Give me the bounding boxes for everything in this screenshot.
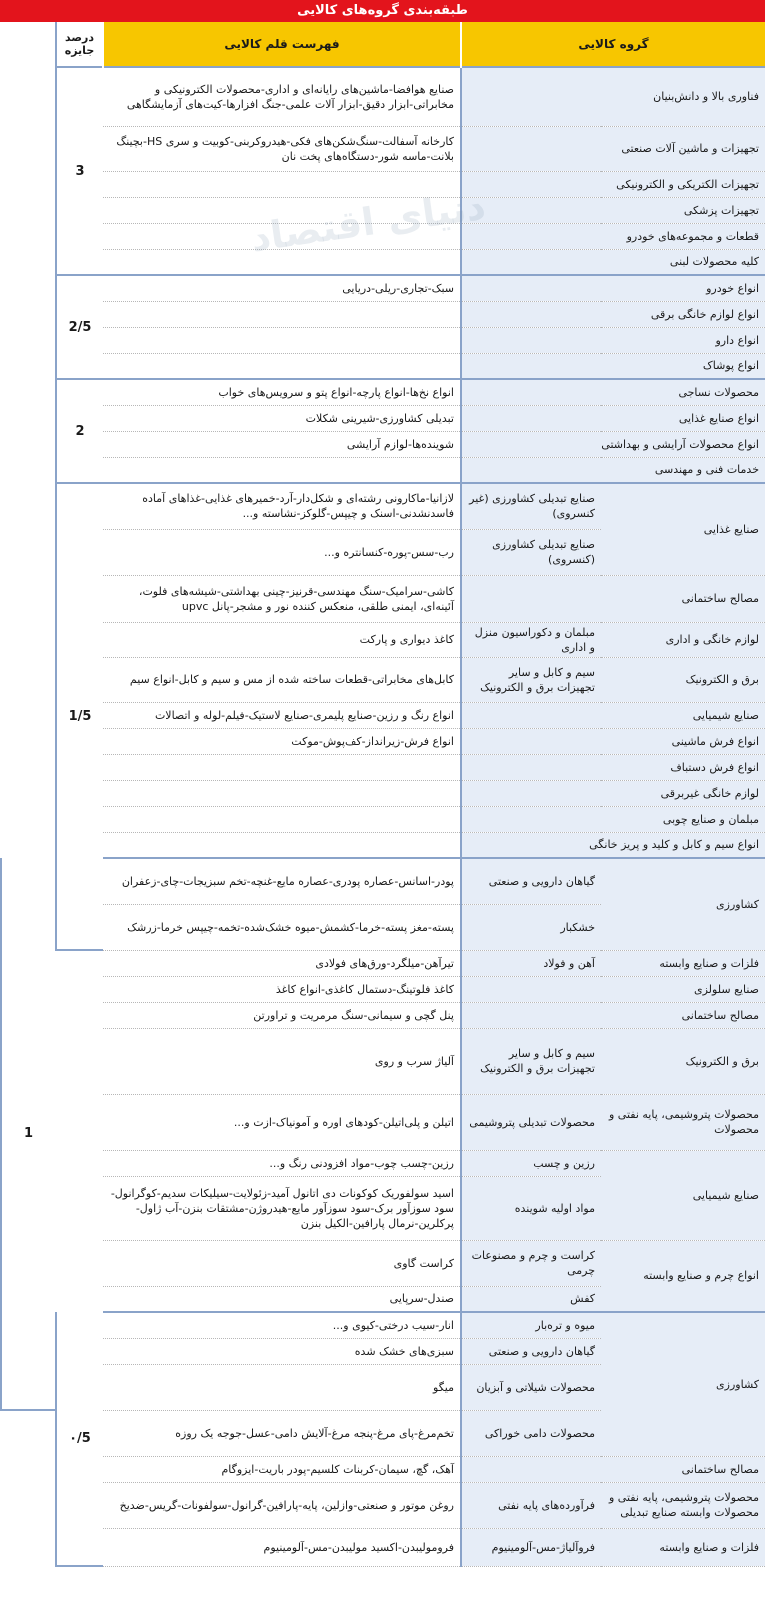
items-cell: تبدیلی کشاورزی-شیرینی شکلات — [103, 405, 461, 431]
table-row — [1, 327, 765, 353]
items-cell — [103, 457, 461, 483]
table-row — [1, 754, 765, 780]
table-row — [1, 1456, 765, 1482]
items-cell — [103, 249, 461, 275]
award-value: 2/5 — [56, 275, 103, 379]
subgroup-cell: کفش — [461, 1286, 601, 1312]
items-cell — [103, 197, 461, 223]
table-row — [1, 249, 765, 275]
items-cell: کاغذ دیواری و پارکت — [103, 622, 461, 657]
group-cell: انواع خودرو — [461, 275, 765, 301]
items-cell: رزین-چسب چوب-مواد افزودنی رنگ و... — [103, 1150, 461, 1176]
items-cell: رب-سس-پوره-کنسانتره و... — [103, 529, 461, 575]
table-row — [1, 197, 765, 223]
group-cell: برق و الکترونیک — [601, 1028, 765, 1094]
group-cell: انواع صنایع غذایی — [461, 405, 765, 431]
header-items: فهرست قلم کالایی — [103, 22, 461, 67]
group-cell: مصالح ساختمانی — [461, 575, 765, 622]
items-cell — [103, 301, 461, 327]
subgroup-cell: سیم و کابل و سایر تجهیزات برق و الکترونیک — [461, 1028, 601, 1094]
items-cell: سبزی‌های خشک شده — [103, 1338, 461, 1364]
group-cell: محصولات پتروشیمی، پایه نفتی و محصولات وابسته صنایع تبدیلی — [601, 1482, 765, 1528]
subgroup-cell: مبلمان و دکوراسیون منزل و اداری — [461, 622, 601, 657]
table-row — [1, 1028, 765, 1094]
subgroup-cell: محصولات شیلاتی و آبزیان — [461, 1364, 601, 1410]
items-cell: صنایع هوافضا-ماشین‌های رایانه‌ای و اداری-محصولات الکترونیکی و مخابراتی-ابزار دقیق-ابزار آلات علمی-جنگ افزارها-کیت‌های آزمایشگاهی — [103, 67, 461, 126]
table-row — [1, 728, 765, 754]
subgroup-cell: میوه و تره‌بار — [461, 1312, 601, 1338]
table-row — [1, 171, 765, 197]
items-cell: کراست گاوی — [103, 1240, 461, 1286]
group-cell: انواع محصولات آرایشی و بهداشتی — [461, 431, 765, 457]
group-cell: برق و الکترونیک — [601, 657, 765, 702]
subgroup-cell: سیم و کابل و سایر تجهیزات برق و الکترونیک — [461, 657, 601, 702]
items-cell: فرومولیبدن-اکسید مولیبدن-مس-آلومینیوم — [103, 1528, 461, 1566]
table-row — [1, 483, 765, 529]
table-row — [1, 223, 765, 249]
table-row — [1, 780, 765, 806]
group-cell: قطعات و مجموعه‌های خودرو — [461, 223, 765, 249]
group-cell: محصولات پتروشیمی، پایه نفتی و محصولات — [601, 1094, 765, 1150]
award-value: 1/5 — [56, 483, 103, 950]
table-row — [1, 1002, 765, 1028]
items-cell: انواع فرش-زیرانداز-کف‌پوش-موکت — [103, 728, 461, 754]
items-cell: تخم‌مرغ-پای مرغ-پنجه مرغ-آلایش دامی-عسل-جوجه یک روزه — [103, 1410, 461, 1456]
group-cell: خدمات فنی و مهندسی — [461, 457, 765, 483]
group-cell: صنایع سلولزی — [461, 976, 765, 1002]
subgroup-cell: محصولات تبدیلی پتروشیمی — [461, 1094, 601, 1150]
subgroup-cell: فروآلیاژ-مس-آلومینیوم — [461, 1528, 601, 1566]
group-cell: انواع لوازم خانگی برقی — [461, 301, 765, 327]
group-cell: کشاورزی — [601, 1312, 765, 1456]
table-row — [1, 457, 765, 483]
subgroup-cell: فرآورده‌های پایه نفتی — [461, 1482, 601, 1528]
items-cell: کاغذ فلوتینگ-دستمال کاغذی-انواع کاغذ — [103, 976, 461, 1002]
table-row — [1, 1150, 765, 1176]
header-group: گروه کالایی — [461, 22, 765, 67]
table-row — [1, 379, 765, 405]
group-cell: صنایع غذایی — [601, 483, 765, 575]
subgroup-cell: کراست و چرم و مصنوعات چرمی — [461, 1240, 601, 1286]
page-title: طبقه‌بندی گروه‌های کالایی — [0, 0, 765, 22]
items-cell: آهک، گچ، سیمان-کربنات کلسیم-پودر باریت-ایزوگام — [103, 1456, 461, 1482]
items-cell — [103, 754, 461, 780]
items-cell: سبک-تجاری-ریلی-دریایی — [103, 275, 461, 301]
items-cell — [103, 327, 461, 353]
group-cell: فلزات و صنایع وابسته — [601, 950, 765, 976]
table-header-row — [1, 22, 765, 67]
group-cell: تجهیزات پزشکی — [461, 197, 765, 223]
table-row — [1, 301, 765, 327]
items-cell: تیرآهن-میلگرد-ورق‌های فولادی — [103, 950, 461, 976]
group-cell: لوازم خانگی و اداری — [601, 622, 765, 657]
items-cell: انواع نخ‌ها-انواع پارچه-انواع پتو و سرویس‌های خواب — [103, 379, 461, 405]
table-row — [1, 431, 765, 457]
group-cell: لوازم خانگی غیربرقی — [461, 780, 765, 806]
items-cell: کارخانه آسفالت-سنگ‌شکن‌های فکی-هیدروکربنی-کوبیت و سری HS-بچینگ بلانت-ماسه شور-دستگاه‌های پخت نان — [103, 126, 461, 171]
subgroup-cell: گیاهان دارویی و صنعتی — [461, 858, 601, 904]
items-cell: انار-سیب درختی-کیوی و... — [103, 1312, 461, 1338]
items-cell — [103, 806, 461, 832]
group-cell: انواع چرم و صنایع وابسته — [601, 1240, 765, 1312]
table-row — [1, 353, 765, 379]
items-cell: شوینده‌ها-لوازم آرایشی — [103, 431, 461, 457]
items-cell: میگو — [103, 1364, 461, 1410]
table-row — [1, 1240, 765, 1286]
group-cell: محصولات نساجی — [461, 379, 765, 405]
group-cell: مبلمان و صنایع چوبی — [461, 806, 765, 832]
subgroup-cell: رزین و چسب — [461, 1150, 601, 1176]
items-cell — [103, 353, 461, 379]
items-cell: صندل-سرپایی — [103, 1286, 461, 1312]
group-cell: مصالح ساختمانی — [461, 1456, 765, 1482]
table-row — [1, 1482, 765, 1528]
group-cell: کلیه محصولات لبنی — [461, 249, 765, 275]
table-row — [1, 622, 765, 657]
group-cell: انواع فرش ماشینی — [461, 728, 765, 754]
subgroup-cell: صنایع تبدیلی کشاورزی (غیر کنسروی) — [461, 483, 601, 529]
table-row — [1, 858, 765, 904]
items-cell: لازانیا-ماکارونی رشته‌ای و شکل‌دار-آرد-خمیرهای غذایی-غذاهای آماده فاسدنشدنی-اسنک و چیپس-گلوکز-نشاسته و... — [103, 483, 461, 529]
table-row — [1, 657, 765, 702]
table-row — [1, 67, 765, 126]
group-cell: انواع فرش دستباف — [461, 754, 765, 780]
table-row — [1, 1312, 765, 1338]
award-value: 2 — [56, 379, 103, 483]
group-cell: فلزات و صنایع وابسته — [601, 1528, 765, 1566]
award-value: ۰/5 — [56, 1312, 103, 1566]
items-cell — [103, 171, 461, 197]
table-row — [1, 275, 765, 301]
table-row — [1, 126, 765, 171]
items-cell: پنل گچی و سیمانی-سنگ مرمریت و تراورتن — [103, 1002, 461, 1028]
group-cell: تجهیزات و ماشین آلات صنعتی — [461, 126, 765, 171]
items-cell: کابل‌های مخابراتی-قطعات ساخته شده از مس و سیم و کابل-انواع سیم — [103, 657, 461, 702]
items-cell: انواع رنگ و رزین-صنایع پلیمری-صنایع لاستیک-فیلم-لوله و اتصالات — [103, 702, 461, 728]
items-cell: اتیلن و پلی‌اتیلن-کودهای اوره و آمونیاک-ازت و... — [103, 1094, 461, 1150]
group-cell: فناوری بالا و دانش‌بنیان — [461, 67, 765, 126]
table-row — [1, 575, 765, 622]
table-row — [1, 1528, 765, 1566]
items-cell: پسته-مغز پسته-خرما-کشمش-میوه خشک‌شده-تخمه-چیپس خرما-زرشک — [103, 904, 461, 950]
items-cell: اسید سولفوریک کوکونات دی اتانول آمید-زئولایت-سیلیکات سدیم-کوگرانول-سود سوزآور برک-سود سوز‌آور مایع-هیدروژن-مشتقات بنزن-آب ژاول-پرکلرین-نرمال پارافین-الکیل بنزن — [103, 1176, 461, 1240]
table-row — [1, 405, 765, 431]
subgroup-cell: خشکبار — [461, 904, 601, 950]
subgroup-cell: آهن و فولاد — [461, 950, 601, 976]
items-cell: کاشی-سرامیک-سنگ مهندسی-قرنیز-چینی بهداشتی-شیشه‌های فلوت، آئینه‌ای، ایمنی طلقی، منعکس کننده نور و مشجر-پانل upvc — [103, 575, 461, 622]
table-row — [1, 976, 765, 1002]
items-cell — [103, 780, 461, 806]
table-row — [1, 950, 765, 976]
group-cell: کشاورزی — [601, 858, 765, 950]
items-cell — [103, 832, 461, 858]
group-cell: مصالح ساختمانی — [461, 1002, 765, 1028]
subgroup-cell: مواد اولیه شوینده — [461, 1176, 601, 1240]
items-cell: آلیاژ سرب و روی — [103, 1028, 461, 1094]
group-cell: انواع دارو — [461, 327, 765, 353]
subgroup-cell: محصولات دامی خوراکی — [461, 1410, 601, 1456]
items-cell: پودر-اسانس-عصاره پودری-عصاره مایع-غنچه-تخم سبزیجات-چای-زعفران — [103, 858, 461, 904]
group-cell: صنایع شیمیایی — [601, 1150, 765, 1240]
header-award: درصد جایزه — [56, 22, 103, 67]
group-cell: تجهیزات الکتریکی و الکترونیکی — [461, 171, 765, 197]
table-row — [1, 832, 765, 858]
award-value: 3 — [56, 67, 103, 275]
items-cell: روغن موتور و صنعتی-وازلین، پایه-پارافین-گرانول-سولفونات-گریس-ضدیخ — [103, 1482, 461, 1528]
table-row — [1, 1094, 765, 1150]
group-cell: انواع پوشاک — [461, 353, 765, 379]
award-value: 1 — [1, 858, 56, 1410]
table-row — [1, 806, 765, 832]
goods-classification-table — [0, 22, 765, 1567]
subgroup-cell: گیاهان دارویی و صنعتی — [461, 1338, 601, 1364]
table-row — [1, 702, 765, 728]
group-cell: صنایع شیمیایی — [461, 702, 765, 728]
subgroup-cell: صنایع تبدیلی کشاورزی (کنسروی) — [461, 529, 601, 575]
items-cell — [103, 223, 461, 249]
group-cell: انواع سیم و کابل و کلید و پریز خانگی — [461, 832, 765, 858]
